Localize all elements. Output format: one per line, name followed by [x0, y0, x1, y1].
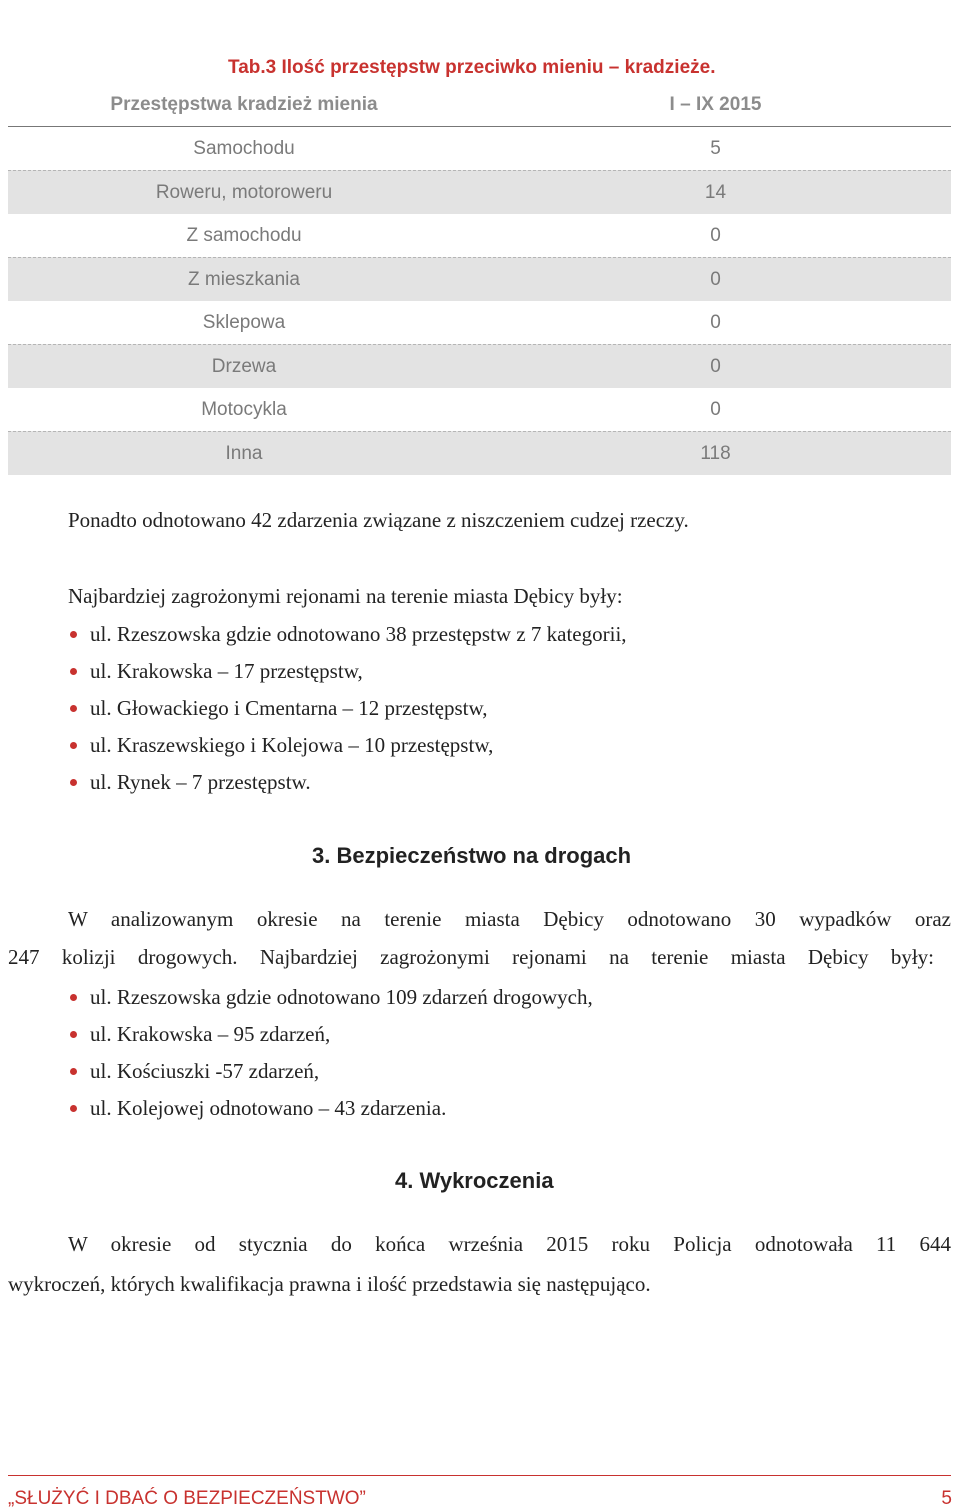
- table-row: [8, 431, 951, 475]
- header-cell-period: I – IX 2015: [669, 94, 762, 115]
- row-label: Motocykla: [201, 398, 287, 420]
- list-item: ul. Rzeszowska gdzie odnotowano 109 zdarzeń drogowych,: [68, 979, 593, 1016]
- row-value: 0: [710, 224, 721, 246]
- table-row: [8, 127, 951, 170]
- list-item: ul. Rynek – 7 przestępstw.: [68, 764, 627, 801]
- row-value: 0: [710, 398, 721, 420]
- theft-table: [8, 84, 951, 475]
- table-row: [8, 301, 951, 344]
- row-label: Roweru, motoroweru: [155, 181, 333, 203]
- table-row: [8, 214, 951, 257]
- footer-slogan: „SŁUŻYĆ I DBAĆ O BEZPIECZEŃSTWO”: [8, 1488, 366, 1509]
- list-item: ul. Kraszewskiego i Kolejowa – 10 przestępstw,: [68, 727, 627, 764]
- row-label: Samochodu: [193, 137, 295, 159]
- roads-paragraph-line2: 247 kolizji drogowych. Najbardziej zagrożonymi rejonami na terenie miasta Dębicy były:: [8, 945, 934, 969]
- row-value: 0: [710, 311, 721, 333]
- row-value: 5: [710, 137, 721, 159]
- row-label: Sklepowa: [202, 311, 286, 333]
- section-heading-roads: 3. Bezpieczeństwo na drogach: [312, 843, 632, 868]
- row-label: Inna: [225, 442, 263, 464]
- section-heading-offences: 4. Wykroczenia: [395, 1168, 554, 1193]
- list-item: ul. Krakowska – 17 przestępstw,: [68, 653, 627, 690]
- row-label: Drzewa: [211, 355, 277, 377]
- bullet-icon: [70, 742, 77, 749]
- list-item: ul. Głowackiego i Cmentarna – 12 przestępstw,: [68, 690, 627, 727]
- bullet-icon: [70, 668, 77, 675]
- table-caption: Tab.3 Ilość przestępstw przeciwko mieniu – kradzieże.: [228, 57, 716, 78]
- bullet-icon: [70, 705, 77, 712]
- row-label: Z mieszkania: [188, 268, 300, 290]
- bullet-icon: [70, 631, 77, 638]
- bullet-icon: [70, 779, 77, 786]
- offences-paragraph-line2: wykroczeń, których kwalifikacja prawna i ilość przedstawia się następująco.: [8, 1272, 651, 1296]
- list-item: ul. Kolejowej odnotowano – 43 zdarzenia.: [68, 1090, 593, 1127]
- crime-areas-list: [68, 616, 627, 801]
- header-cell-category: Przestępstwa kradzież mienia: [110, 94, 378, 115]
- bullet-icon: [70, 994, 77, 1001]
- footer-divider: [8, 1475, 951, 1476]
- row-value: 118: [700, 442, 731, 464]
- table-row: [8, 344, 951, 388]
- damage-paragraph: Ponadto odnotowano 42 zdarzenia związane z niszczeniem cudzej rzeczy.: [68, 508, 689, 532]
- row-value: 0: [710, 268, 721, 290]
- bullet-icon: [70, 1105, 77, 1112]
- table-row: [8, 257, 951, 301]
- table-row: [8, 170, 951, 214]
- crime-areas-intro: Najbardziej zagrożonymi rejonami na terenie miasta Dębicy były:: [68, 584, 623, 608]
- list-item: ul. Krakowska – 95 zdarzeń,: [68, 1016, 593, 1053]
- offences-paragraph-line1: W okresie od stycznia do końca września 2015 roku Policja odnotowała 11 644: [68, 1232, 951, 1256]
- table-header-row: [8, 84, 951, 127]
- row-label: Z samochodu: [186, 224, 302, 246]
- table-row: [8, 388, 951, 431]
- row-value: 0: [710, 355, 721, 377]
- bullet-icon: [70, 1068, 77, 1075]
- row-value: 14: [704, 181, 727, 203]
- list-item: ul. Kościuszki -57 zdarzeń,: [68, 1053, 593, 1090]
- list-item: ul. Rzeszowska gdzie odnotowano 38 przestępstw z 7 kategorii,: [68, 616, 627, 653]
- road-areas-list: [68, 979, 593, 1127]
- roads-paragraph-line1: W analizowanym okresie na terenie miasta Dębicy odnotowano 30 wypadków oraz: [68, 907, 951, 931]
- page-number: 5: [941, 1488, 952, 1509]
- bullet-icon: [70, 1031, 77, 1038]
